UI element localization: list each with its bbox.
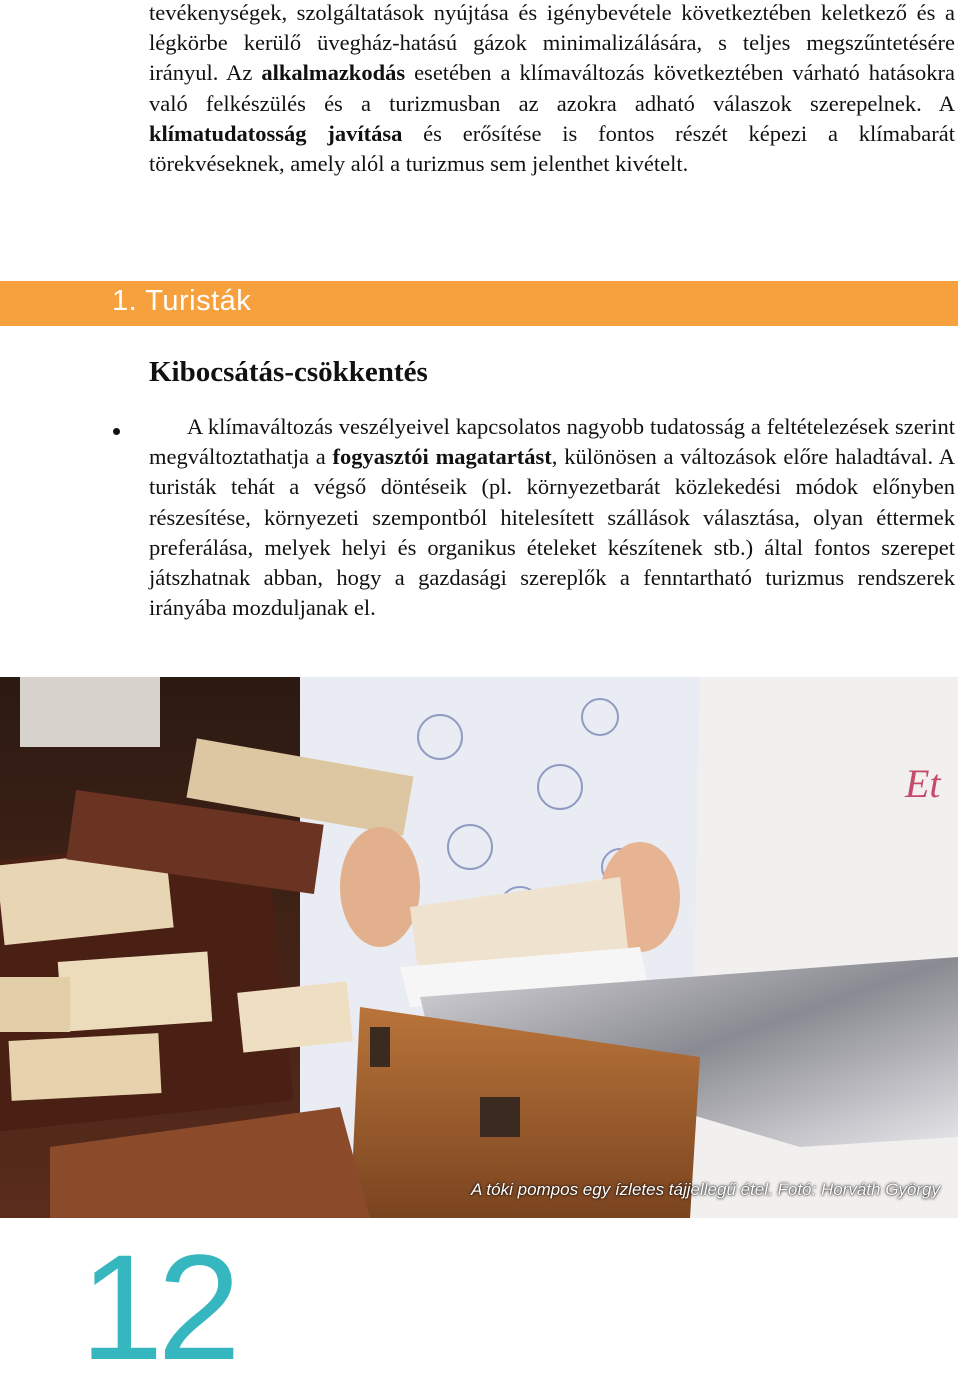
food-photo [0, 677, 958, 1218]
pastry-slice-2 [58, 952, 213, 1032]
bullet-dot [113, 428, 120, 435]
intro-text-2: esetében a klímaváltozás következtében várható hatásokra való felkészülés és a turizmusban az azokra adható válaszok szerepelnek. A [149, 60, 955, 116]
pastry-slice-5 [237, 981, 353, 1052]
photo-caption: A tóki pompos egy ízletes tájjellegű étel. Fotó: Horváth György [471, 1180, 940, 1199]
subheading: Kibocsátás-csökkentés [149, 356, 428, 388]
food-photo-illustration [0, 677, 958, 1218]
shirt-logo: Et [905, 761, 941, 806]
intro-text-3: és erősítése is fontos részét képezi a klímabarát törekvéseknek, amely alól a turizmus sem jelenthet kivételt. [149, 120, 955, 177]
body-bold-fogyasztoi-magatartast: fogyasztói magatartást [332, 444, 552, 470]
background-shirt [20, 677, 160, 747]
box-hinge [370, 1027, 390, 1067]
pastry-slice-3 [0, 977, 70, 1032]
body-paragraph [149, 412, 955, 623]
left-hand [340, 827, 420, 947]
pastry-slice-4 [9, 1033, 162, 1101]
body-text-2: , különösen a változások előre haladtával. A turisták tehát a végső döntéseik (pl. környezetbarát közlekedési módok előnyben részesítése, környezeti szempontból hitelesített szállások választása, olyan éttermek preferálása, melyek helyi és organikus ételeket készítenek stb.) által fontos szerepet játszhatnak abban, hogy a gazdasági szereplők a fenntartható turizmus rendszerek irányába mozduljanak el. [149, 444, 955, 621]
page-number: 12 [80, 1223, 235, 1391]
intro-text-1: tevékenységek, szolgáltatások nyújtása és igénybevétele következtében keletkező és a légkörbe kerülő üvegház-hatású gázok minimalizálására, s teljes megszűntetésére irányul. Az [149, 0, 955, 86]
section-title: 1. Turisták [112, 285, 252, 317]
intro-bold-klimatudatossag: klímatudatosság javítása [149, 120, 403, 146]
box-latch [480, 1097, 520, 1137]
section-header-band [0, 281, 958, 326]
intro-bold-alkalmazkodas: alkalmazkodás [261, 60, 406, 86]
intro-paragraph [149, 0, 955, 179]
body-text-1: A klímaváltozás veszélyeivel kapcsolatos nagyobb tudatosság a feltételezések szerint megváltoztathatja a [149, 414, 955, 470]
